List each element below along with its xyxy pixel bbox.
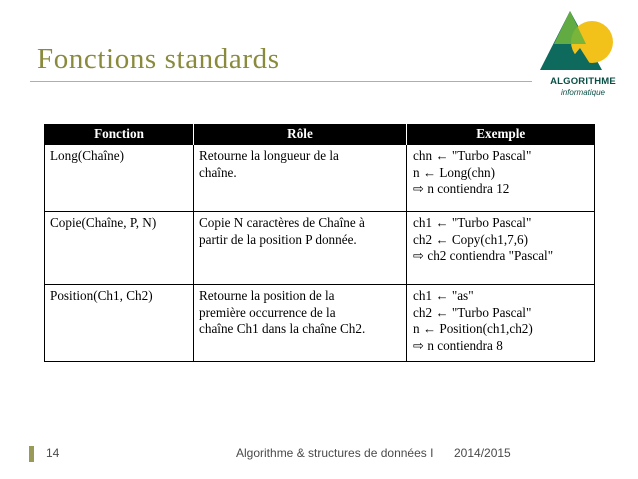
cell-text: Copie(Chaîne, P, N) [50, 215, 157, 230]
cell-fonction [45, 145, 194, 212]
slide-title: Fonctions standards [37, 43, 280, 75]
cell-role [194, 285, 407, 362]
cell-fonction [45, 212, 194, 285]
cell-text: ⇨ n contiendra 8 [413, 337, 503, 353]
cell-text: n ← Long(chn) [413, 164, 496, 180]
cell-text: Retourne la longueur de la [199, 148, 339, 163]
table-header-row [45, 124, 595, 145]
logo-subtitle: informatique [560, 88, 606, 97]
cell-fonction [45, 285, 194, 362]
cell-exemple [407, 285, 595, 362]
footer-accent-bar [29, 446, 34, 462]
cell-text: ⇨ n contiendra 12 [413, 181, 510, 196]
cell-exemple [407, 145, 595, 212]
cell-text: ch1 ← "as" [413, 288, 474, 303]
cell-role [194, 212, 407, 285]
cell-text: Position(Ch1, Ch2) [50, 288, 153, 303]
cell-text: ch2 ← "Turbo Pascal" [413, 304, 532, 320]
cell-text: Long(Chaîne) [50, 148, 124, 163]
algorithme-logo [532, 8, 632, 104]
cell-text: chaîne. [199, 164, 237, 180]
logo-triangle-icon [532, 8, 632, 78]
header-fonction: Fonction [45, 124, 194, 145]
cell-text: ch1 ← "Turbo Pascal" [413, 215, 532, 230]
footer-year: 2014/2015 [454, 446, 511, 460]
logo-name: ALGORITHME [550, 76, 616, 87]
cell-text: Retourne la position de la [199, 288, 335, 303]
cell-text: Copie N caractères de Chaîne à [199, 215, 365, 230]
header-exemple: Exemple [407, 124, 595, 145]
footer-course-title: Algorithme & structures de données I [236, 446, 434, 460]
functions-table [44, 124, 594, 375]
cell-text: chn ← "Turbo Pascal" [413, 148, 532, 163]
cell-text: première occurrence de la [199, 304, 336, 320]
cell-text: n ← Position(ch1,ch2) [413, 321, 533, 336]
title-underline [30, 81, 532, 82]
page-number: 14 [46, 446, 60, 460]
cell-role [194, 145, 407, 212]
cell-exemple [407, 212, 595, 285]
table-row [45, 212, 595, 285]
header-role: Rôle [194, 124, 407, 145]
cell-text: ⇨ ch2 contiendra "Pascal" [413, 248, 554, 263]
table-row [45, 145, 595, 212]
cell-text: ch2 ← Copy(ch1,7,6) [413, 231, 529, 247]
cell-text: partir de la position P donnée. [199, 231, 357, 247]
cell-text: chaîne Ch1 dans la chaîne Ch2. [199, 321, 366, 336]
table-row [45, 285, 595, 362]
